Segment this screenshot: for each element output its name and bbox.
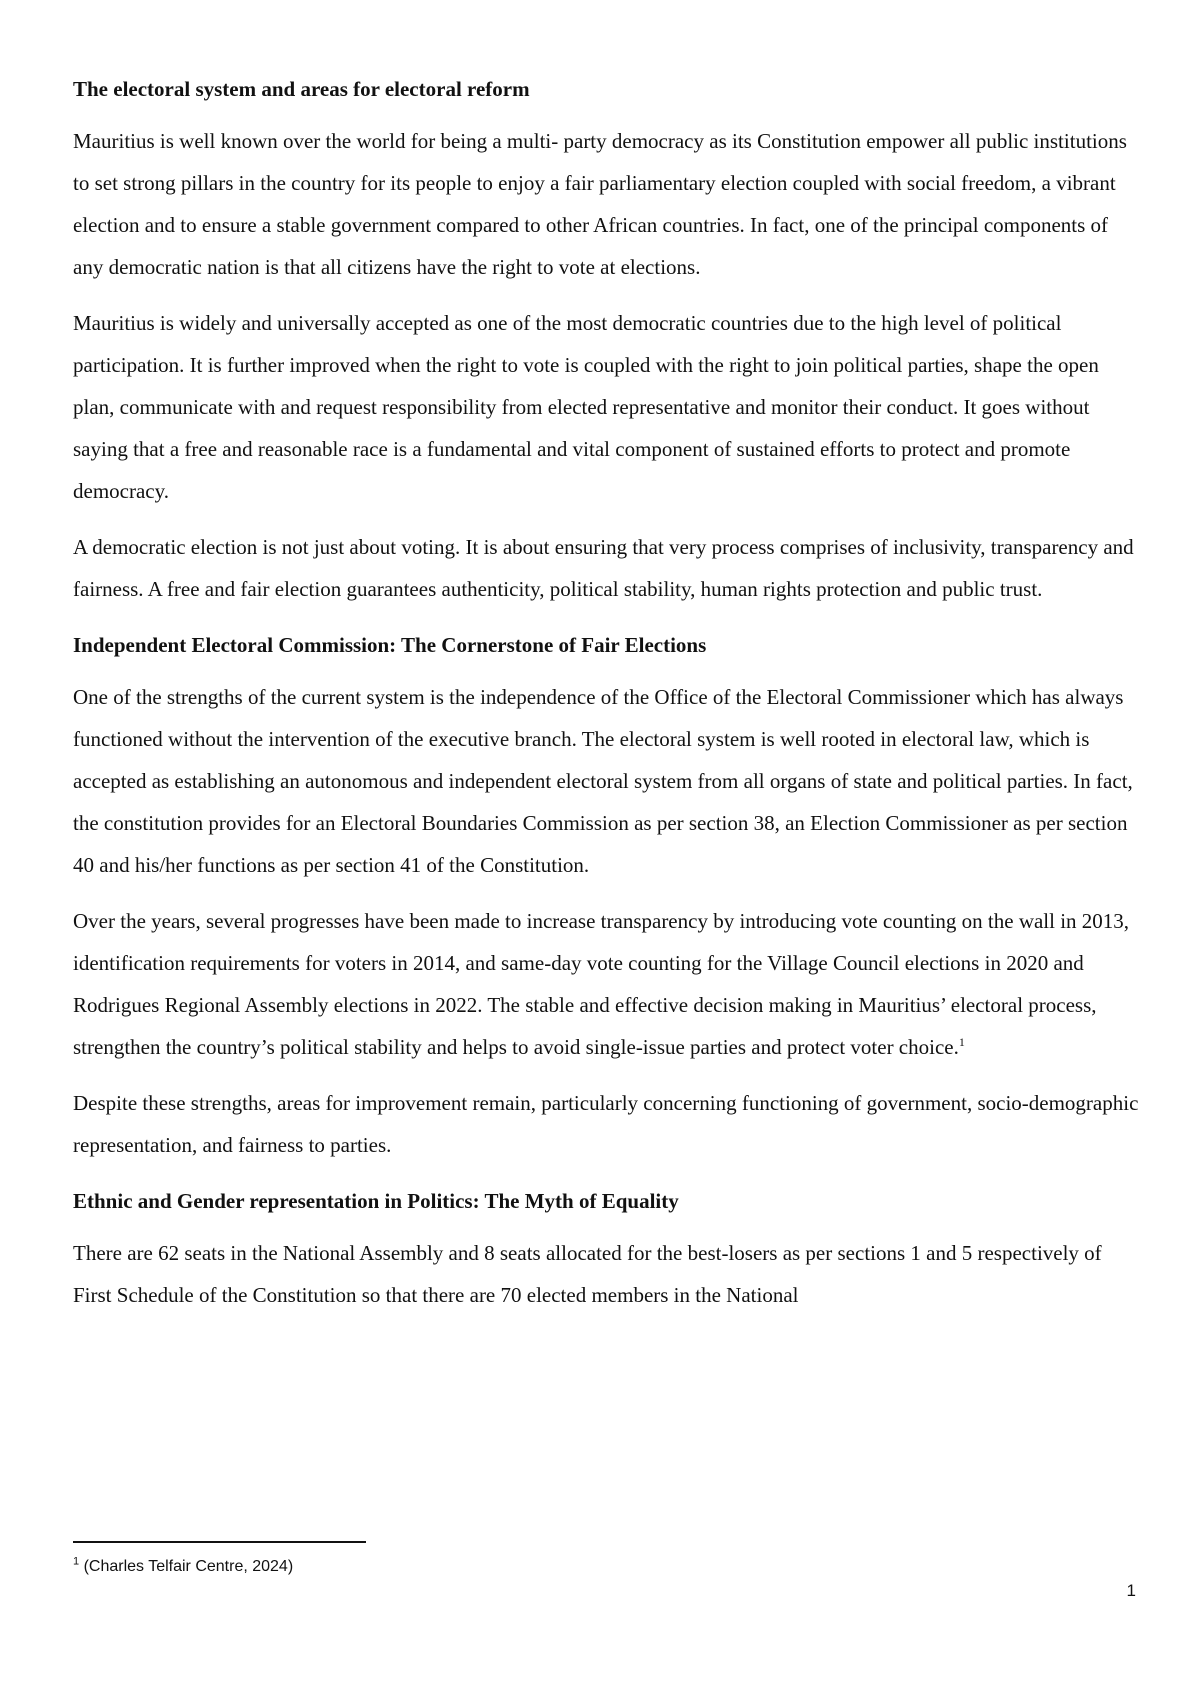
paragraph-areas-for-improvement: Despite these strengths, areas for improvement remain, particularly concerning functioning of government, socio-demographic representation, and fairness to parties.: [73, 1091, 1139, 1157]
footnote-reference[interactable]: 1: [958, 1035, 965, 1049]
heading-ethnic-gender-representation: Ethnic and Gender representation in Politics: The Myth of Equality: [73, 1189, 679, 1213]
page-number: 1: [1126, 1581, 1136, 1600]
footnote: [73, 1556, 293, 1578]
paragraph-multi-party-democracy: Mauritius is well known over the world for being a multi- party democracy as its Constitution empower all public institutions to set strong pillars in the country for its people to enjoy a fair parliamentary election coupled with social freedom, a vibrant election and to ensure a stable government compared to other African countries. In fact, one of the principal components of any democratic nation is that all citizens have the right to vote at elections.: [73, 129, 1127, 279]
footnote-number: 1: [73, 1555, 80, 1568]
paragraph-democratic-countries: Mauritius is widely and universally accepted as one of the most democratic countries due to the high level of political participation. It is further improved when the right to vote is coupled with the right to join political parties, shape the open plan, communicate with and request responsibility from elected representative and monitor their conduct. It goes without saying that a free and reasonable race is a fundamental and vital component of sustained efforts to protect and promote democracy.: [73, 311, 1099, 503]
document-body: [73, 68, 1141, 1330]
footnote-separator: [73, 1541, 366, 1543]
paragraph-national-assembly-seats: There are 62 seats in the National Assembly and 8 seats allocated for the best-losers as per sections 1 and 5 respectively of First Schedule of the Constitution so that there are 70 elected members in the National: [73, 1241, 1102, 1307]
heading-electoral-system: The electoral system and areas for electoral reform: [73, 77, 530, 101]
footnote-text: (Charles Telfair Centre, 2024): [79, 1558, 294, 1575]
paragraph-commission-independence: One of the strengths of the current system is the independence of the Office of the Electoral Commissioner which has always functioned without the intervention of the executive branch. The electoral system is well rooted in electoral law, which is accepted as establishing an autonomous and independent electoral system from all organs of state and political parties. In fact, the constitution provides for an Electoral Boundaries Commission as per section 38, an Election Commissioner as per section 40 and his/her functions as per section 41 of the Constitution.: [73, 685, 1133, 877]
paragraph-transparency-text: Over the years, several progresses have been made to increase transparency by introducing vote counting on the wall in 2013, identification requirements for voters in 2014, and same-day vote counting for the Village Council elections in 2020 and Rodrigues Regional Assembly elections in 2022. The stable and effective decision making in Mauritius’ electoral process, strengthen the country’s political stability and helps to avoid single-issue parties and protect voter choice.: [73, 909, 1130, 1059]
heading-independent-electoral-commission: Independent Electoral Commission: The Cornerstone of Fair Elections: [73, 633, 707, 657]
paragraph-democratic-election: A democratic election is not just about voting. It is about ensuring that very process comprises of inclusivity, transparency and fairness. A free and fair election guarantees authenticity, political stability, human rights protection and public trust.: [73, 535, 1134, 601]
paragraph-transparency-progress: [73, 900, 1141, 1068]
